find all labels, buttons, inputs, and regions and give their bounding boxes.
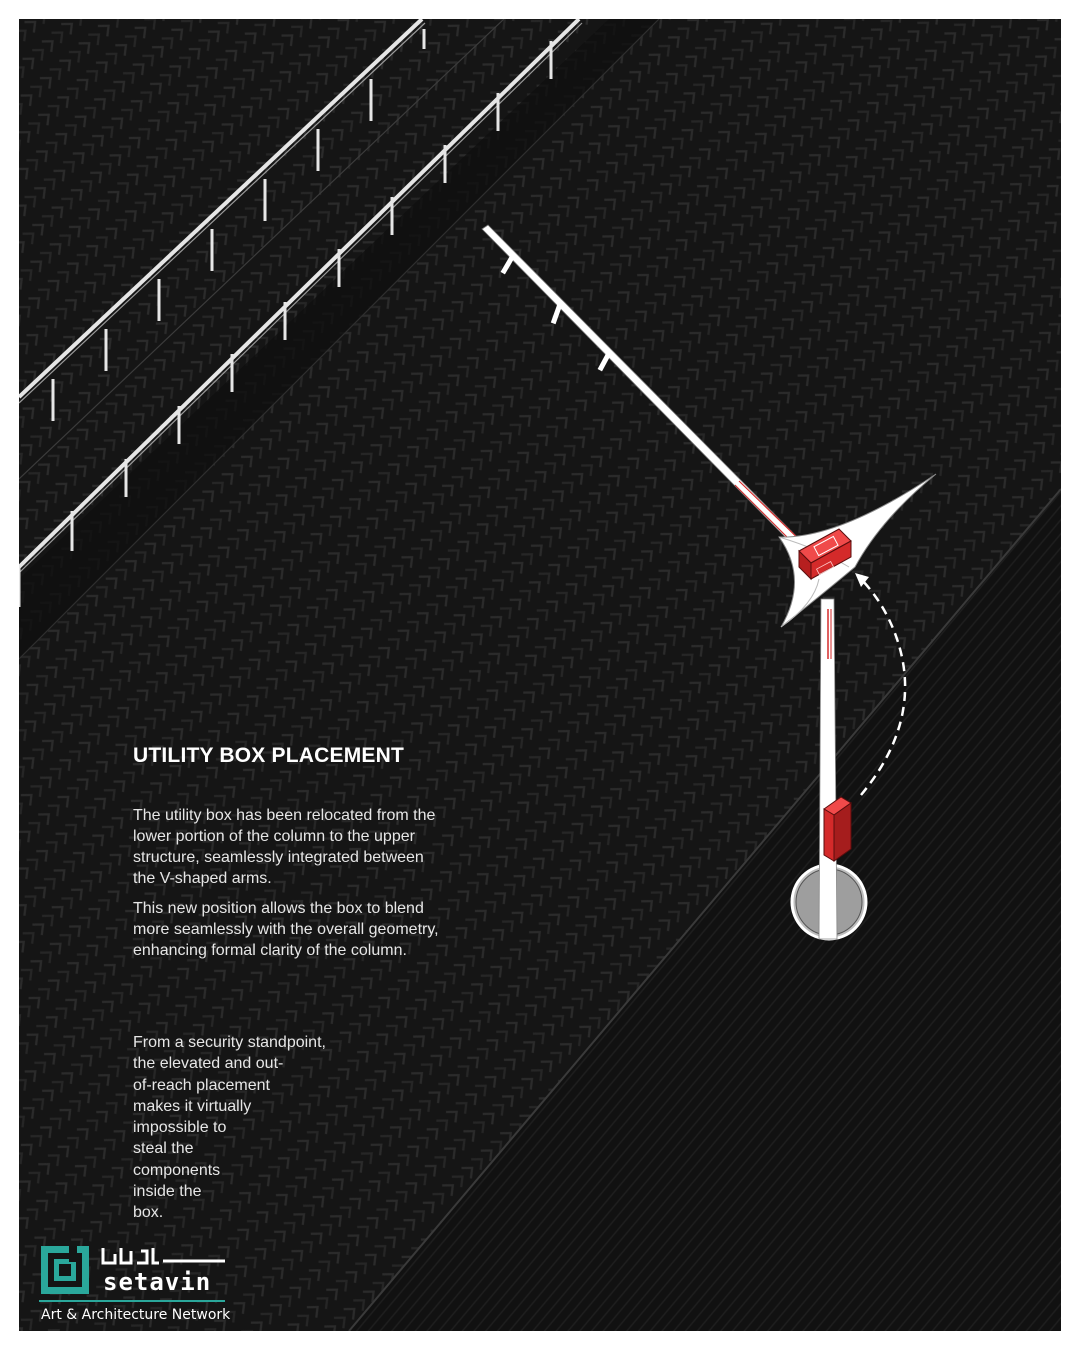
- logo-underline: [39, 1300, 225, 1302]
- paragraph-line: The utility box has been relocated from the: [133, 807, 436, 824]
- paragraph-line: This new position allows the box to blend: [133, 900, 424, 917]
- paragraph-line: inside the: [133, 1183, 202, 1201]
- paragraph-line: impossible to: [133, 1119, 227, 1137]
- paragraph-line: the elevated and out-: [133, 1055, 284, 1073]
- poster-frame: [19, 19, 1061, 1331]
- paragraph-relocation: [133, 805, 493, 889]
- paragraph-line: lower portion of the column to the upper: [133, 828, 415, 845]
- paragraph-line: enhancing formal clarity of the column.: [133, 942, 407, 959]
- brand-mark-icon: [41, 1246, 89, 1294]
- paragraph-line: steal the: [133, 1140, 194, 1158]
- brand-tagline: Art & Architecture Network: [41, 1307, 231, 1323]
- persian-wordmark-icon: [101, 1245, 225, 1267]
- paragraph-line: of-reach placement: [133, 1076, 270, 1094]
- paragraph-line: more seamlessly with the overall geometry,: [133, 921, 439, 938]
- setavin-logo: [39, 1244, 249, 1329]
- paragraph-security: [133, 1032, 373, 1224]
- light-column: [819, 599, 837, 939]
- paragraph-line: box.: [133, 1204, 164, 1222]
- paragraph-line: makes it virtually: [133, 1097, 252, 1115]
- paragraph-line: components: [133, 1161, 221, 1179]
- paragraph-line: From a security standpoint,: [133, 1034, 326, 1051]
- utility-box-old-position: [824, 797, 851, 861]
- section-heading: UTILITY BOX PLACEMENT: [133, 744, 404, 767]
- brand-name: setavin: [103, 1268, 212, 1296]
- paragraph-line: structure, seamlessly integrated between: [133, 849, 424, 866]
- paragraph-geometry: [133, 898, 493, 961]
- paragraph-line: the V-shaped arms.: [133, 870, 272, 887]
